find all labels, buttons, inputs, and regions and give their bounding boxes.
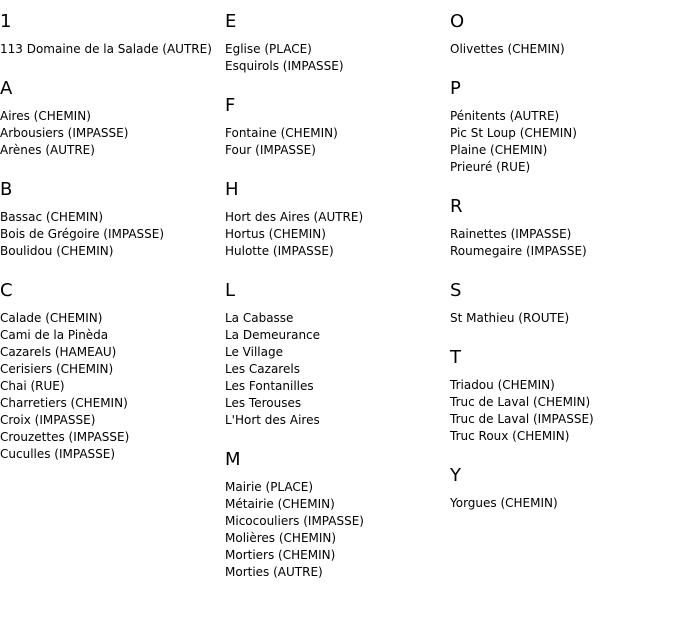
list-item <box>225 327 450 344</box>
street-link[interactable]: Métairie (CHEMIN) <box>225 497 335 511</box>
list-item <box>450 411 675 428</box>
street-link[interactable]: Mortiers (CHEMIN) <box>225 548 336 562</box>
list-item <box>225 479 450 496</box>
list-item <box>0 310 225 327</box>
index-column <box>450 0 675 521</box>
street-link[interactable]: Fontaine (CHEMIN) <box>225 126 338 140</box>
street-list <box>225 310 450 429</box>
index-column <box>225 0 450 590</box>
list-item <box>225 58 450 75</box>
street-link[interactable]: Truc de Laval (IMPASSE) <box>450 412 594 426</box>
list-item <box>0 327 225 344</box>
section-letter-heading: E <box>225 11 237 32</box>
section-letter-heading: F <box>225 95 236 116</box>
list-item <box>0 429 225 446</box>
list-item <box>225 243 450 260</box>
list-item <box>0 395 225 412</box>
street-link[interactable]: Olivettes (CHEMIN) <box>450 42 565 56</box>
letter-section <box>0 67 225 159</box>
street-link[interactable]: Truc de Laval (CHEMIN) <box>450 395 591 409</box>
street-link[interactable]: Cami de la Pinèda <box>0 328 109 342</box>
list-item <box>225 412 450 429</box>
street-list <box>0 209 225 260</box>
index-column <box>0 0 225 472</box>
list-item <box>450 226 675 243</box>
street-link[interactable]: L'Hort des Aires <box>225 413 320 427</box>
street-link[interactable]: Les Cazarels <box>225 362 300 376</box>
list-item <box>225 344 450 361</box>
letter-section <box>450 269 675 327</box>
section-letter-heading: Y <box>450 465 461 486</box>
section-letter-heading: L <box>225 280 236 301</box>
list-item <box>0 344 225 361</box>
street-link[interactable]: Micocouliers (IMPASSE) <box>225 514 364 528</box>
street-link[interactable]: Hulotte (IMPASSE) <box>225 244 334 258</box>
section-letter-heading: C <box>0 280 13 301</box>
list-item <box>0 125 225 142</box>
street-link[interactable]: Eglise (PLACE) <box>225 42 312 56</box>
list-item <box>225 226 450 243</box>
section-letter-heading: T <box>450 347 461 368</box>
list-item <box>225 513 450 530</box>
street-list <box>225 479 450 581</box>
list-item <box>225 547 450 564</box>
street-link[interactable]: Plaine (CHEMIN) <box>450 143 548 157</box>
street-link[interactable]: Calade (CHEMIN) <box>0 311 103 325</box>
letter-section <box>450 67 675 176</box>
street-link[interactable]: Triadou (CHEMIN) <box>450 378 555 392</box>
letter-section <box>0 0 225 58</box>
street-link[interactable]: Aires (CHEMIN) <box>0 109 91 123</box>
section-letter-heading: S <box>450 280 462 301</box>
street-link[interactable]: Les Terouses <box>225 396 302 410</box>
street-link[interactable]: Le Village <box>225 345 283 359</box>
street-list <box>0 108 225 159</box>
letter-section <box>225 269 450 429</box>
list-item <box>225 378 450 395</box>
list-item <box>225 142 450 159</box>
street-list <box>0 41 225 58</box>
street-link[interactable]: Four (IMPASSE) <box>225 143 316 157</box>
list-item <box>450 243 675 260</box>
street-link[interactable]: Morties (AUTRE) <box>225 565 323 579</box>
street-link[interactable]: Yorgues (CHEMIN) <box>450 496 558 510</box>
street-link[interactable]: Cazarels (HAMEAU) <box>0 345 117 359</box>
street-link[interactable]: Molières (CHEMIN) <box>225 531 337 545</box>
section-letter-heading: R <box>450 196 463 217</box>
street-link[interactable]: Cuculles (IMPASSE) <box>0 447 116 461</box>
list-item <box>0 209 225 226</box>
list-item <box>225 564 450 581</box>
street-link[interactable]: Roumegaire (IMPASSE) <box>450 244 587 258</box>
letter-section <box>450 185 675 260</box>
list-item <box>225 125 450 142</box>
street-list <box>225 209 450 260</box>
street-link[interactable]: Pénitents (AUTRE) <box>450 109 560 123</box>
section-letter-heading: H <box>225 179 239 200</box>
list-item <box>225 496 450 513</box>
street-list <box>450 310 675 327</box>
list-item <box>225 209 450 226</box>
section-letter-heading: 1 <box>0 11 12 32</box>
list-item <box>225 361 450 378</box>
list-item <box>225 530 450 547</box>
list-item <box>450 142 675 159</box>
letter-section <box>450 336 675 445</box>
list-item <box>450 377 675 394</box>
list-item <box>0 446 225 463</box>
street-link[interactable]: La Cabasse <box>225 311 294 325</box>
section-letter-heading: O <box>450 11 465 32</box>
list-item <box>450 394 675 411</box>
list-item <box>0 412 225 429</box>
list-item <box>450 310 675 327</box>
street-link[interactable]: Truc Roux (CHEMIN) <box>450 429 570 443</box>
street-link[interactable]: Croix (IMPASSE) <box>0 413 96 427</box>
list-item <box>450 159 675 176</box>
section-letter-heading: M <box>225 449 241 470</box>
list-item <box>450 495 675 512</box>
street-list <box>0 310 225 463</box>
street-link[interactable]: Hortus (CHEMIN) <box>225 227 326 241</box>
street-link[interactable]: Bois de Grégoire (IMPASSE) <box>0 227 165 241</box>
street-link[interactable]: Les Fontanilles <box>225 379 314 393</box>
list-item <box>450 125 675 142</box>
street-link[interactable]: Charretiers (CHEMIN) <box>0 396 128 410</box>
letter-section <box>0 269 225 463</box>
street-list <box>225 41 450 75</box>
list-item <box>0 361 225 378</box>
street-list <box>450 41 675 58</box>
street-link[interactable]: 113 Domaine de la Salade (AUTRE) <box>0 42 212 56</box>
street-link[interactable]: Esquirols (IMPASSE) <box>225 59 344 73</box>
street-link[interactable]: Rainettes (IMPASSE) <box>450 227 572 241</box>
letter-section <box>225 0 450 75</box>
list-item <box>225 395 450 412</box>
list-item <box>0 142 225 159</box>
street-list <box>225 125 450 159</box>
street-link[interactable]: La Demeurance <box>225 328 321 342</box>
list-item <box>0 108 225 125</box>
street-list <box>450 495 675 512</box>
street-link[interactable]: Arènes (AUTRE) <box>0 143 95 157</box>
letter-section <box>0 168 225 260</box>
street-list <box>450 377 675 445</box>
street-link[interactable]: Prieuré (RUE) <box>450 160 531 174</box>
list-item <box>0 378 225 395</box>
list-item <box>450 41 675 58</box>
street-link[interactable]: Hort des Aires (AUTRE) <box>225 210 364 224</box>
section-letter-heading: P <box>450 78 461 99</box>
letter-section <box>450 454 675 512</box>
list-item <box>450 428 675 445</box>
letter-section <box>225 438 450 581</box>
street-list <box>450 108 675 176</box>
list-item <box>450 108 675 125</box>
list-item <box>225 310 450 327</box>
section-letter-heading: A <box>0 78 13 99</box>
list-item <box>0 41 225 58</box>
letter-section <box>225 168 450 260</box>
list-item <box>0 243 225 260</box>
street-list <box>450 226 675 260</box>
street-link[interactable]: Boulidou (CHEMIN) <box>0 244 114 258</box>
section-letter-heading: B <box>0 179 13 200</box>
street-link[interactable]: Arbousiers (IMPASSE) <box>0 126 129 140</box>
street-link[interactable]: St Mathieu (ROUTE) <box>450 311 570 325</box>
street-link[interactable]: Crouzettes (IMPASSE) <box>0 430 130 444</box>
letter-section <box>450 0 675 58</box>
list-item <box>0 226 225 243</box>
street-link[interactable]: Pic St Loup (CHEMIN) <box>450 126 577 140</box>
list-item <box>225 41 450 58</box>
street-link[interactable]: Chai (RUE) <box>0 379 65 393</box>
street-link[interactable]: Mairie (PLACE) <box>225 480 314 494</box>
street-link[interactable]: Cerisiers (CHEMIN) <box>0 362 114 376</box>
street-link[interactable]: Bassac (CHEMIN) <box>0 210 104 224</box>
letter-section <box>225 84 450 159</box>
